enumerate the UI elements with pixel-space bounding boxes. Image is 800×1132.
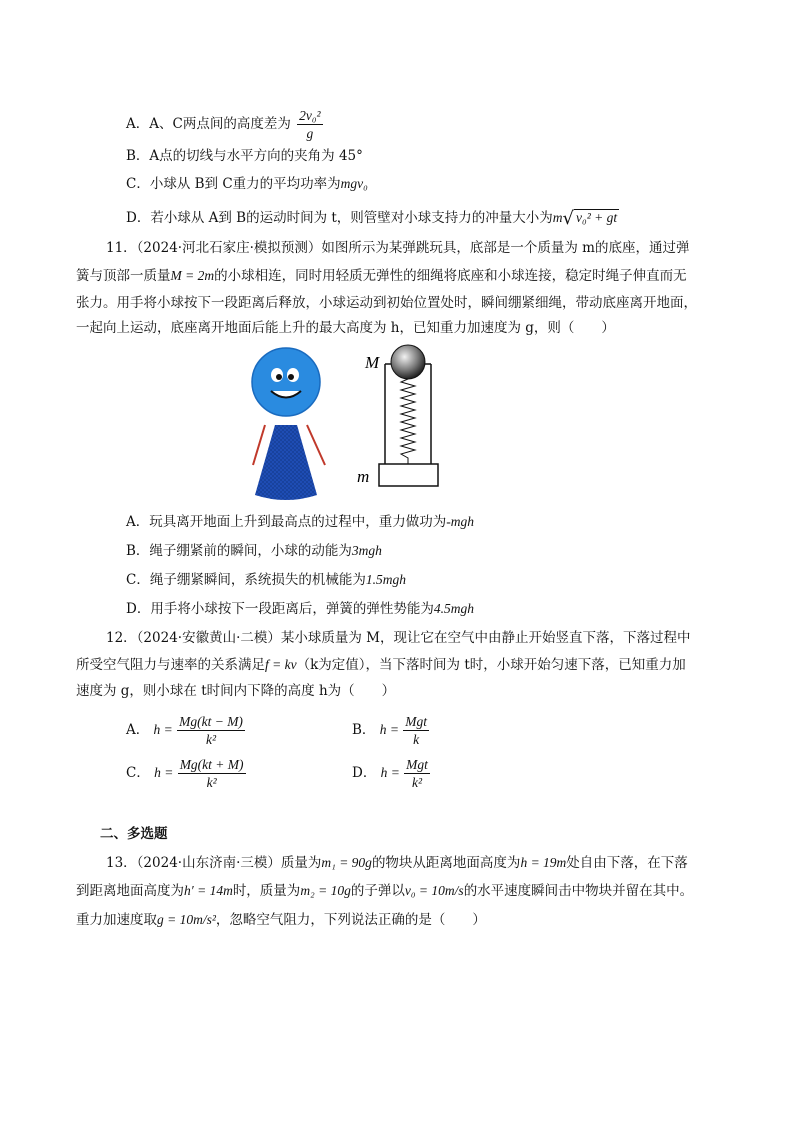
q10-option-c-text: C．小球从 B到 C重力的平均功率为 [126,176,341,192]
q12-line-2 [76,655,686,675]
q10-option-b: B．A点的切线与水平方向的夹角为 45° [126,148,363,164]
q11-line-2a: 簧与顶部一质量 [76,268,171,284]
q12-option-b [352,713,429,748]
spring-icon [401,379,415,464]
spring-toy-figure [225,340,455,500]
ball-icon [391,345,425,379]
q10-option-a [126,107,323,142]
q13-line-1a: 13．（2024·山东济南·三模）质量为 [106,855,322,871]
q10-option-d-text: D．若小球从 A到 B的运动时间为 t，则管壁对小球支持力的冲量大小为 [126,210,553,226]
q12-option-c-label: C． [126,765,150,781]
q11-option-b-text: B．绳子绷紧前的瞬间，小球的动能为 [126,543,352,559]
q13-formula-m1: m₁ = 90g [321,855,372,870]
q11-option-a-formula: -mgh [446,514,474,529]
q12-option-d-fraction [404,756,430,791]
q12-option-d-denominator: k² [412,775,423,790]
q10-option-d-formula-m: m [552,210,563,225]
q12-option-a-label: A． [126,722,150,738]
q13-line-2c: 的子弹以 [350,883,405,899]
q11-option-d-formula: 4.5mgh [433,601,474,616]
q13-line-1b: 的物块从距离地面高度为 [371,855,521,871]
q10-option-c-formula: mgv₀ [340,176,368,191]
q12-option-b-lhs: h = [379,722,399,737]
q12-option-b-label: B． [352,722,376,738]
label-m: m [357,467,370,486]
label-M: M [365,353,380,372]
q13-line-1 [106,853,688,873]
q12-option-a [126,713,245,748]
q11-option-c-formula: 1.5mgh [365,572,406,587]
q12-formula-f: f = kv [265,657,297,672]
q13-line-3a: 重力加速度取 [76,912,157,928]
q10-option-a-fraction [297,107,322,142]
q11-line-2 [76,266,687,286]
q11-option-a-text: A．玩具离开地面上升到最高点的过程中，重力做功为 [126,514,447,530]
section-title-multiple-choice: 二、多选题 [100,826,168,842]
q12-line-1: 12．（2024·安徽黄山·二模）某小球质量为 M，现让它在空气中由静止开始竖直下落，下落过程中 [106,630,691,646]
spring-diagram [357,345,438,486]
q12-option-c-denominator: k² [206,775,217,790]
q11-option-c [126,570,406,590]
q13-line-2b: 时，质量为 [232,883,301,899]
q12-option-a-lhs: h = [153,722,173,737]
q13-line-3b: ，忽略空气阻力，下列说法正确的是（ ） [215,912,486,928]
q10-option-a-numerator: 2v₀² [299,108,321,123]
q12-line-3: 速度为 g，则小球在 t时间内下降的高度 h为（ ） [76,683,396,699]
q10-option-c [126,174,368,194]
q13-formula-v0: v₀ = 10m/s [404,883,464,898]
q11-line-2b: 的小球相连，同时用轻质无弹性的细绳将底座和小球连接，稳定时绳子伸直而无 [214,268,687,284]
q12-option-c [126,756,246,791]
q10-option-d [126,208,619,229]
q12-option-d [352,756,430,791]
q12-option-a-denominator: k² [205,732,217,747]
toy-photo [252,348,325,500]
q11-option-d [126,599,474,619]
q10-option-a-denominator: g [306,126,314,141]
q12-option-a-numerator: Mg(kt − M) [179,714,243,729]
q12-option-d-label: D． [352,765,377,781]
q13-line-2 [76,881,693,901]
q11-option-a [126,512,474,532]
q11-line-4: 一起向上运动，底座离开地面后能上升的最大高度为 h，已知重力加速度为 g，则（ ） [76,320,615,336]
q11-formula-M: M = 2m [170,268,215,283]
q12-option-d-numerator: Mgt [406,757,428,772]
q13-formula-m2: m₂ = 10g [300,883,351,898]
q11-line-1: 11．（2024·河北石家庄·模拟预测）如图所示为某弹跳玩具，底部是一个质量为 m的底座，通过弹 [106,240,690,256]
q11-option-b [126,541,382,561]
q12-option-d-lhs: h = [380,765,400,780]
q10-option-d-formula-sqrt: v₀² + gt [576,210,618,225]
q12-option-b-denominator: k [413,732,420,747]
q12-option-b-fraction [403,713,429,748]
q13-formula-h: h = 19m [520,855,567,870]
q12-line-2a: 所受空气阻力与速率的关系满足 [76,657,265,673]
base-block [379,464,438,486]
q12-option-c-numerator: Mg(kt + M) [179,757,244,772]
q12-option-c-fraction [178,756,246,791]
q13-formula-h-prime: h′ = 14m [184,883,233,898]
q13-formula-g: g = 10m/s² [157,912,216,927]
sqrt-icon: √ [562,208,575,229]
q11-option-d-text: D．用手将小球按下一段距离后，弹簧的弹性势能为 [126,601,434,617]
q10-option-a-text: A．A、C两点间的高度差为 [126,116,291,132]
q12-option-a-fraction [177,713,245,748]
q13-line-3 [76,910,486,930]
q11-option-b-formula: 3mgh [351,543,382,558]
q12-line-2b: （k为定值），当下落时间为 t时，小球开始匀速下落，已知重力加 [296,657,686,673]
q13-line-1c: 处自由下落，在下落 [566,855,688,871]
q11-line-3: 张力。用手将小球按下一段距离后释放，小球运动到初始位置处时，瞬间绷紧细绳，带动底座离开地面， [76,295,697,311]
q12-option-c-lhs: h = [154,765,174,780]
q13-line-2d: 的水平速度瞬间击中物块并留在其中。 [463,883,694,899]
q13-line-2a: 到距离地面高度为 [76,883,184,899]
q12-option-b-numerator: Mgt [405,714,428,729]
q11-option-c-text: C．绳子绷紧瞬间，系统损失的机械能为 [126,572,366,588]
